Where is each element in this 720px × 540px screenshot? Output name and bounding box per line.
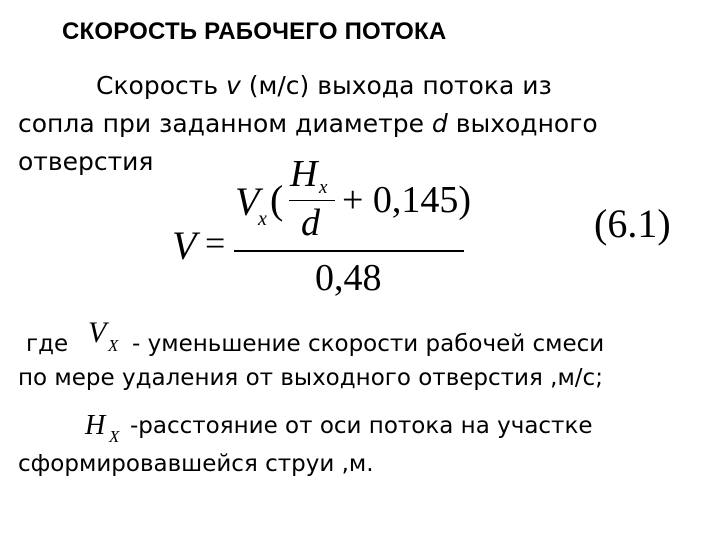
formula-open-paren: ( [270, 177, 284, 222]
equation-number: (6.1) [594, 201, 671, 246]
intro-line-1 [96, 67, 552, 105]
formula-hx-sub: x [319, 177, 328, 198]
formula-denominator: 0,48 [315, 257, 382, 299]
intro-text-2b: выходного [447, 109, 598, 138]
definition-1-prefix: где [26, 331, 69, 357]
definition-2-text-1: -расстояние от оси потока на участке [130, 413, 593, 439]
formula-vx-sub: x [258, 208, 267, 230]
main-fraction-bar [234, 250, 464, 252]
velocity-symbol: v [226, 71, 241, 100]
formula-plus-term: + 0,145) [342, 179, 472, 221]
intro-text-1: Скорость [96, 71, 227, 100]
intro-line-2 [18, 105, 598, 143]
diameter-symbol: d [431, 109, 448, 138]
formula-equals: = [205, 223, 226, 263]
formula-lhs-v: V [172, 223, 197, 268]
definition-1-text-1: - уменьшение скорости рабочей смеси [132, 331, 605, 357]
intro-text-2a: сопла при заданном диаметре [18, 109, 432, 138]
intro-line-3: отверстия [18, 147, 154, 176]
definition-2-symbol-sub: X [109, 427, 120, 446]
intro-text-1-rest: (м/с) выхода потока из [240, 71, 552, 100]
definition-1-symbol-base: V [88, 316, 107, 349]
formula-hx: H [290, 153, 318, 195]
formula-d: d [301, 202, 320, 244]
formula-vx: V [235, 179, 260, 224]
definition-2-symbol-base: H [85, 410, 106, 441]
definition-1-symbol-sub: X [108, 336, 119, 355]
definition-2-text-2: сформировавшейся струи ,м. [18, 451, 374, 477]
definition-1-text-2: по мере удаления от выходного отверстия ,м/с; [18, 365, 603, 391]
slide-title: СКОРОСТЬ РАБОЧЕГО ПОТОКА [62, 18, 447, 45]
